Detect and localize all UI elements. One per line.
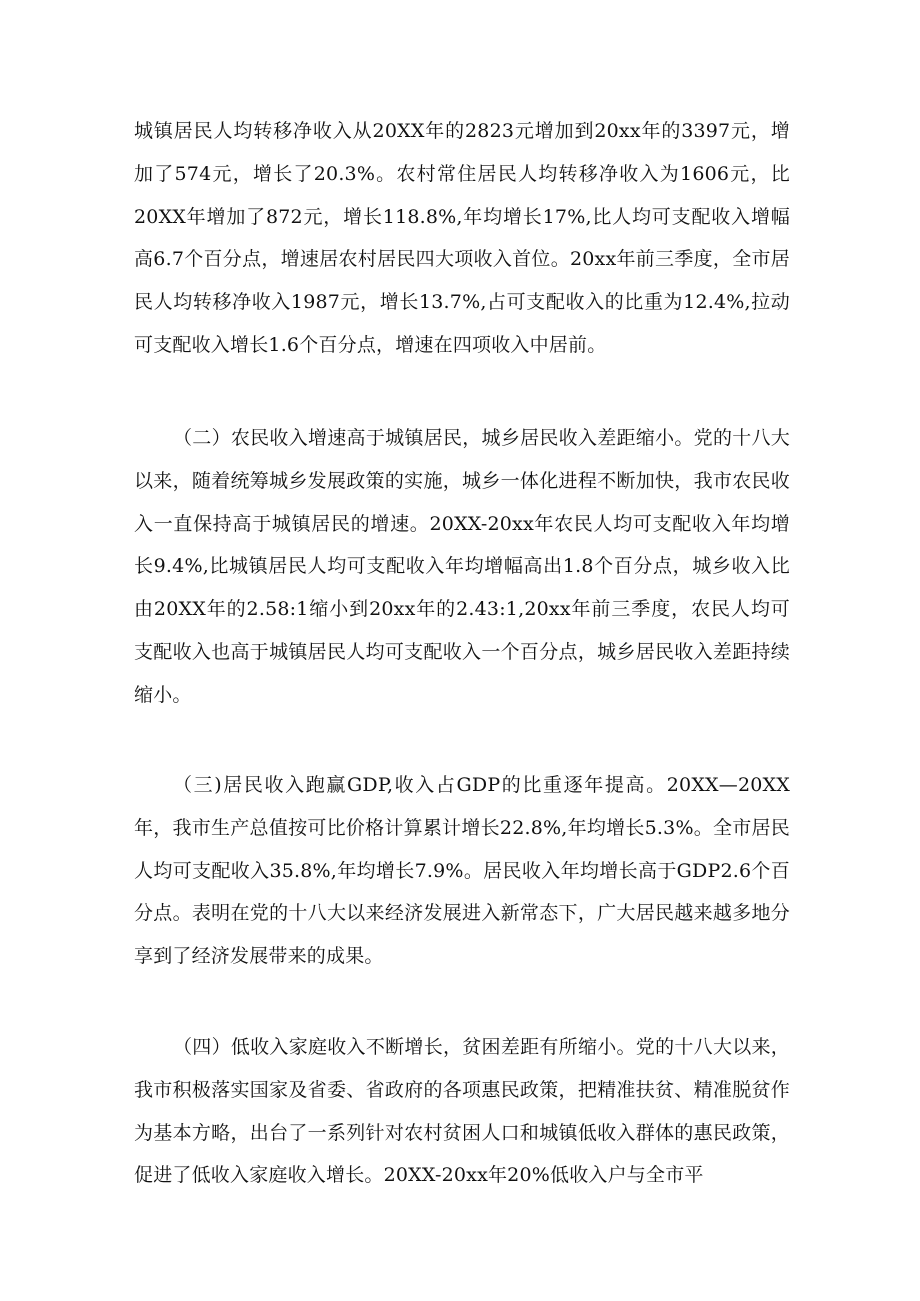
paragraph-income-vs-gdp: （三)居民收入跑赢GDP,收入占GDP的比重逐年提高。20XX—20XX年，我市生产总值按可比价格计算累计增长22.8%,年均增长5.3%。全市居民人均可支配收入35.8%,年均增长7.9%。居民收入年均增长高于GDP2.6个百分点。表明在党的十八大以来经济发展进入新常态下，广大居民越来越多地分享到了经济发展带来的成果。 bbox=[134, 774, 790, 968]
paragraph-rural-income-growth: （二）农民收入增速高于城镇居民，城乡居民收入差距缩小。党的十八大以来，随着统筹城乡发展政策的实施，城乡一体化进程不断加快，我市农民收入一直保持高于城镇居民的增速。20XX-20xx年农民人均可支配收入年均增长9.4%,比城镇居民人均可支配收入年均增幅高出1.8个百分点，城乡收入比由20XX年的2.58:1缩小到20xx年的2.43:1,20xx年前三季度，农民人均可支配收入也高于城镇居民人均可支配收入一个百分点，城乡居民收入差距持续缩小。 bbox=[134, 427, 790, 706]
paragraph-transfer-income: 城镇居民人均转移净收入从20XX年的2823元增加到20xx年的3397元，增加了574元，增长了20.3%。农村常住居民人均转移净收入为1606元，比20XX年增加了872元，增长118.8%,年均增长17%,比人均可支配收入增幅高6.7个百分点，增速居农村居民四大项收入首位。20xx年前三季度，全市居民人均转移净收入1987元，增长13.7%,占可支配收入的比重为12.4%,拉动可支配收入增长1.6个百分点，增速在四项收入中居前。 bbox=[134, 120, 790, 356]
paragraph-low-income-households: （四）低收入家庭收入不断增长，贫困差距有所缩小。党的十八大以来，我市积极落实国家及省委、省政府的各项惠民政策，把精准扶贫、精准脱贫作为基本方略，出台了一系列针对农村贫困人口和城镇低收入群体的惠民政策，促进了低收入家庭收入增长。20XX-20xx年20%低收入户与全市平 bbox=[134, 1036, 790, 1187]
